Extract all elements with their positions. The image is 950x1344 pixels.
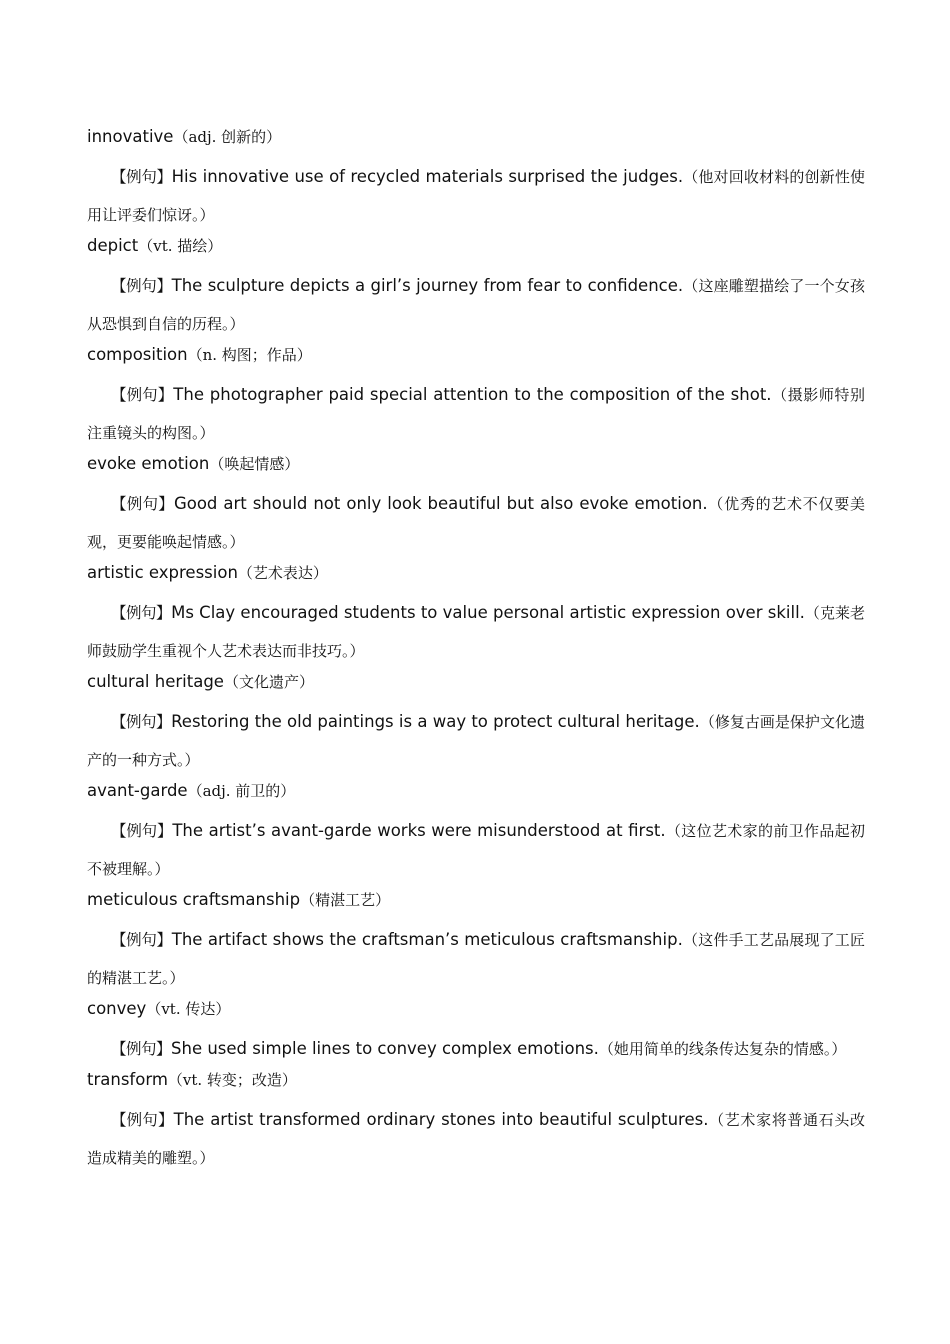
- example-tag: 【例句】: [111, 277, 172, 295]
- term: avant-garde: [87, 781, 188, 800]
- example-chinese: （这件手工艺品展现了工匠的精湛工艺。）: [87, 931, 865, 987]
- example-sentence: [87, 1101, 865, 1177]
- term-gloss: （文化遗产）: [223, 673, 314, 691]
- example-english: The artist transformed ordinary stones into beautiful sculptures.: [173, 1110, 709, 1129]
- term-line: [87, 887, 865, 913]
- vocab-entry: [87, 342, 865, 452]
- example-chinese: （他对回收材料的创新性使用让评委们惊讶。）: [87, 168, 865, 224]
- example-sentence: [87, 594, 865, 670]
- term: evoke emotion: [87, 454, 210, 473]
- term: transform: [87, 1070, 168, 1089]
- term: innovative: [87, 127, 174, 146]
- example-tag: 【例句】: [111, 386, 174, 404]
- example-tag: 【例句】: [111, 1040, 172, 1058]
- example-tag: 【例句】: [111, 822, 173, 840]
- example-chinese: （这座雕塑描绘了一个女孩从恐惧到自信的历程。）: [87, 277, 865, 333]
- term-gloss: （adj. 创新的）: [173, 128, 282, 146]
- term-line: [87, 124, 865, 150]
- term-gloss: （vt. 转变；改造）: [167, 1071, 297, 1089]
- example-tag: 【例句】: [111, 604, 172, 622]
- example-tag: 【例句】: [111, 1111, 174, 1129]
- term: cultural heritage: [87, 672, 224, 691]
- term: convey: [87, 999, 147, 1018]
- example-sentence: [87, 376, 865, 452]
- vocabulary-page: [87, 124, 865, 1173]
- example-chinese: （她用简单的线条传达复杂的情感。）: [598, 1040, 847, 1058]
- example-chinese: （修复古画是保护文化遗产的一种方式。）: [87, 713, 865, 769]
- term-gloss: （艺术表达）: [237, 564, 328, 582]
- example-sentence: [87, 812, 865, 888]
- term: composition: [87, 345, 188, 364]
- example-english: Restoring the old paintings is a way to protect cultural heritage.: [171, 712, 700, 731]
- example-tag: 【例句】: [111, 168, 172, 186]
- vocab-entry: [87, 669, 865, 779]
- term: depict: [87, 236, 139, 255]
- example-english: Good art should not only look beautiful but also evoke emotion.: [173, 494, 708, 513]
- example-tag: 【例句】: [111, 495, 174, 513]
- example-tag: 【例句】: [111, 713, 172, 731]
- term-line: [87, 342, 865, 368]
- vocab-entry: [87, 560, 865, 670]
- vocab-entry: [87, 451, 865, 561]
- example-chinese: （克莱老师鼓励学生重视个人艺术表达而非技巧。）: [87, 604, 865, 660]
- term-gloss: （n. 构图；作品）: [187, 346, 312, 364]
- term-line: [87, 778, 865, 804]
- example-sentence: [87, 921, 865, 997]
- term-gloss: （vt. 描绘）: [138, 237, 223, 255]
- example-tag: 【例句】: [111, 931, 172, 949]
- example-english: Ms Clay encouraged students to value personal artistic expression over skill.: [171, 603, 805, 622]
- vocab-entry: [87, 887, 865, 997]
- example-chinese: （摄影师特别注重镜头的构图。）: [87, 386, 865, 442]
- example-chinese: （这位艺术家的前卫作品起初不被理解。）: [87, 822, 865, 878]
- example-sentence: [87, 703, 865, 779]
- term-gloss: （唤起情感）: [209, 455, 300, 473]
- term-line: [87, 669, 865, 695]
- term-line: [87, 1067, 865, 1093]
- term-line: [87, 233, 865, 259]
- vocab-entry: [87, 233, 865, 343]
- example-english: She used simple lines to convey complex emotions.: [171, 1039, 599, 1058]
- term-gloss: （vt. 传达）: [146, 1000, 231, 1018]
- example-sentence: [87, 485, 865, 561]
- vocab-entry: [87, 778, 865, 888]
- example-english: The artifact shows the craftsman’s meticulous craftsmanship.: [171, 930, 683, 949]
- term-line: [87, 560, 865, 586]
- example-sentence: [87, 158, 865, 234]
- example-chinese: （优秀的艺术不仅要美观，更要能唤起情感。）: [87, 495, 865, 551]
- example-sentence: [87, 1030, 865, 1068]
- vocab-entry: [87, 1067, 865, 1177]
- vocab-entry: [87, 996, 865, 1068]
- term-line: [87, 996, 865, 1022]
- example-chinese: （艺术家将普通石头改造成精美的雕塑。）: [87, 1111, 865, 1167]
- example-english: The photographer paid special attention to the composition of the shot.: [173, 385, 772, 404]
- term-line: [87, 451, 865, 477]
- example-sentence: [87, 267, 865, 343]
- example-english: The sculpture depicts a girl’s journey from fear to confidence.: [171, 276, 684, 295]
- vocab-entry: [87, 124, 865, 234]
- example-english: The artist’s avant-garde works were misunderstood at first.: [172, 821, 666, 840]
- example-english: His innovative use of recycled materials surprised the judges.: [171, 167, 684, 186]
- term: artistic expression: [87, 563, 238, 582]
- term: meticulous craftsmanship: [87, 890, 301, 909]
- term-gloss: （精湛工艺）: [300, 891, 391, 909]
- term-gloss: （adj. 前卫的）: [187, 782, 296, 800]
